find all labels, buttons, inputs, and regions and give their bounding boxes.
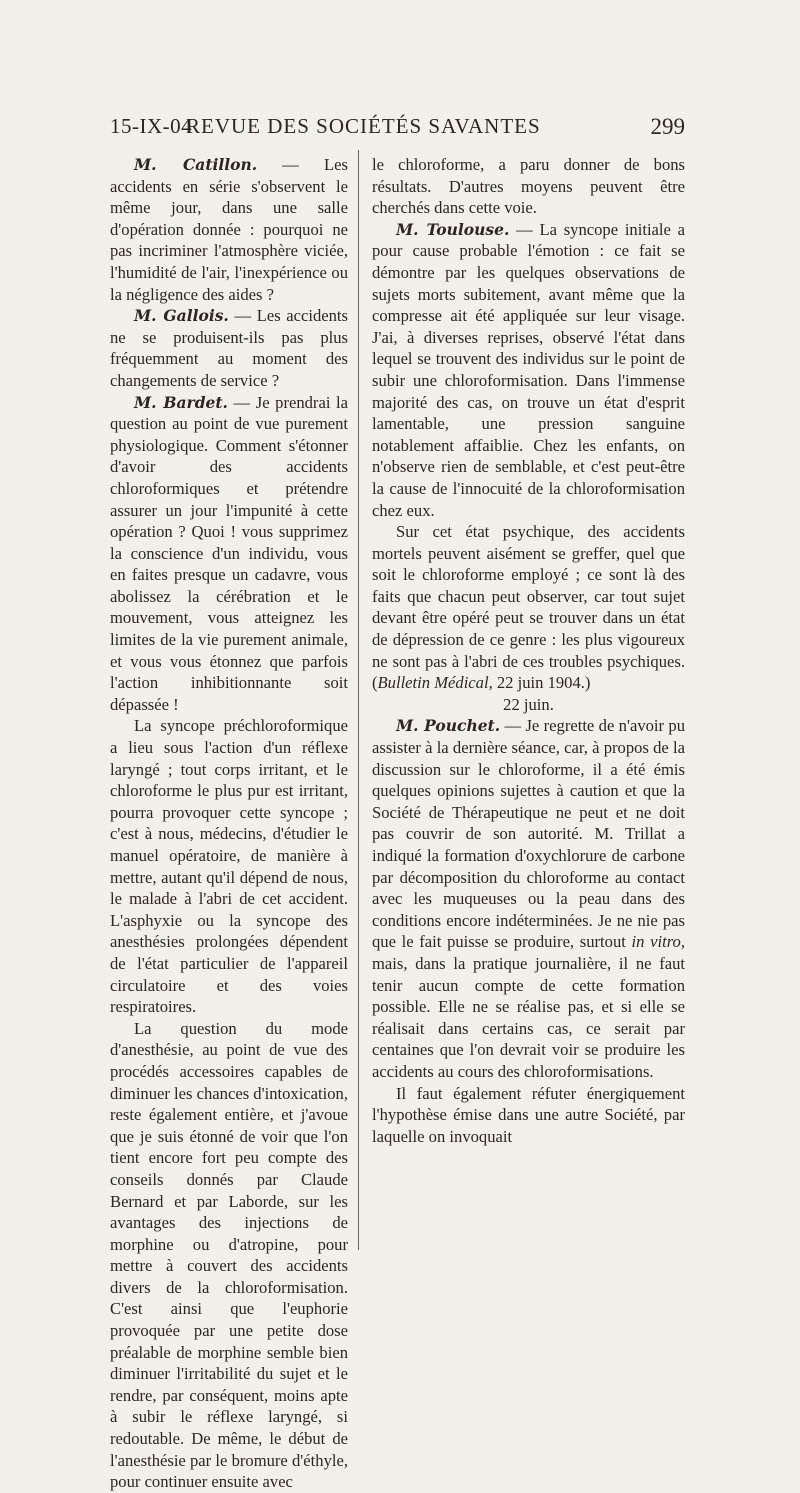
speaker-name: M. Catillon. (134, 155, 258, 174)
paragraph (110, 1018, 348, 1493)
right-column (372, 154, 685, 1147)
paragraph (110, 715, 348, 1017)
speaker-name: M. Bardet. (134, 392, 228, 412)
paragraph-text: — Les accidents en série s'observent le même jour, dans une salle d'opération donnée : pourquoi ne pas incriminer l'atmosphère viciée, l'humidité de l'air, l'inexpérience ou la négligence des aides ? (110, 155, 348, 304)
paragraph-text: Il faut également réfuter énergiquement l'hypothèse émise dans une autre Société, par laquelle on invoquait (372, 1083, 685, 1146)
paragraph-text: La question du mode d'anesthésie, au point de vue des procédés accessoires capables de diminuer les chances d'intoxication, reste également entière, et j'avoue que je suis étonné de voir que l'on tient encore fort peu compte des conseils donnés par Claude Bernard et par Laborde, sur les avantages des injections de morphine ou d'atropine, pour mettre à couvert des accidents divers de la chloroformisation. C'est ainsi que l'euphorie provoquée par une petite dose préalable de morphine semble bien diminuer l'irritabilité du sujet et le rendre, par conséquent, moins apte à subir le réflexe laryngé, si redoutable. De même, le début de l'anesthésie par le bromure d'éthyle, pour continuer ensuite avec (110, 1018, 349, 1492)
paragraph-text: le chloroforme, a paru donner de bons résultats. D'autres moyens peuvent être cherchés dans cette voie. (372, 155, 685, 218)
speaker-name: M. Pouchet. (396, 716, 501, 736)
paragraph-text: La syncope préchloroformique a lieu sous l'action d'un réflexe laryngé ; tout corps irritant, et le chloroforme le plus pur est irritant, pourra provoquer cette syncope ; c'est à nous, médecins, d'étudier le manuel opératoire, de manière à mettre, autant qu'il dépend de nous, le malade à l'abri de cet accident. L'asphyxie ou la syncope des anesthésies prolongées dépendent de l'état particulier de l'appareil circulatoire et des voies respiratoires. (110, 716, 348, 1017)
section-date: 22 juin. (503, 694, 554, 714)
source-citation: Bulletin Médical, (377, 673, 493, 693)
paragraph (110, 305, 348, 391)
paragraph (110, 392, 348, 716)
paragraph (372, 219, 685, 521)
italic-term: in vitro (631, 932, 681, 952)
paragraph (372, 154, 685, 219)
paragraph (372, 715, 685, 1082)
paragraph (372, 1083, 685, 1148)
speaker-name: M. Gallois. (134, 306, 229, 326)
paragraph-text: — Je prendrai la question au point de vue purement physiologique. Comment s'étonner d'avoir des accidents chloroformiques et prétendre assurer un jour l'impunité à cette opération ? Quoi ! vous supprimez la conscience d'un individu, vous en faites presque un cadavre, vous abolissez la cérébration et le mouvement, vous atteignez les limites de la vie purement animale, et vous vous étonnez que parfois l'action inhibitionnante soit dépassée ! (110, 392, 348, 714)
paragraph (110, 154, 348, 305)
page-number: 299 (650, 114, 685, 139)
paragraph-text: — La syncope initiale a pour cause probable l'émotion : ce fait se démontre par les quelques observations de sujets morts subitement, avant même que la compresse ait été appliquée sur leur visage. J'ai, à diverses reprises, observé l'état dans lequel se trouvent des individus sur le point de subir une chloroformisation. Dans l'immense majorité des cas, on trouve un état d'esprit lamentable, une pression sanguine notablement affaiblie. Chez les enfants, on n'observe rien de semblable, et c'est peut-être la cause de l'innocuité de la chloroformisation chez eux. (372, 219, 686, 520)
speaker-name: M. Toulouse. (396, 219, 510, 239)
paragraph-text: , mais, dans la pratique journalière, il ne faut tenir aucun compte de cette formation possible. Elle ne se réalise pas, et si elle se réalisait dans certains cas, ce serait par centaines que l'on devrait voir se produire les accidents au cours des chloroformisations. (372, 932, 685, 1081)
page-header (110, 114, 685, 146)
running-title: REVUE DES SOCIÉTÉS SAVANTES (186, 114, 541, 138)
citation-date: 22 juin 1904.) (492, 673, 591, 693)
issue-date: 15-IX-04 (110, 114, 193, 138)
paragraph (372, 521, 685, 694)
paragraph-text: — Les accidents ne se produisent-ils pas plus fréquemment au moment des changements de service ? (110, 306, 349, 390)
column-divider (358, 150, 359, 1250)
paragraph-text: — Je regrette de n'avoir pu assister à la dernière séance, car, à propos de la discussion sur le chloroforme, il a été émis quelques opinions sujettes à caution et que la Société de Thérapeutique ne peut et ne doit pas couvrir de son autorité. M. Trillat a indiqué la formation d'oxychlorure de carbone par décomposition du chloroforme au contact avec les muqueuses ou la peau dans des conditions encore indéterminées. Je ne nie pas que le fait puisse se produire, surtout (372, 716, 686, 952)
left-column (110, 154, 348, 1493)
paragraph-text: Sur cet état psychique, des accidents mortels peuvent aisément se greffer, quel que soit le chloroforme employé ; ce sont là des faits que chacun peut observer, car tout sujet devant être opéré peut se trouver dans un état de dépression de ce genre : les plus vigoureux ne sont pas à l'abri de ces troubles psychiques. ( (372, 522, 685, 693)
